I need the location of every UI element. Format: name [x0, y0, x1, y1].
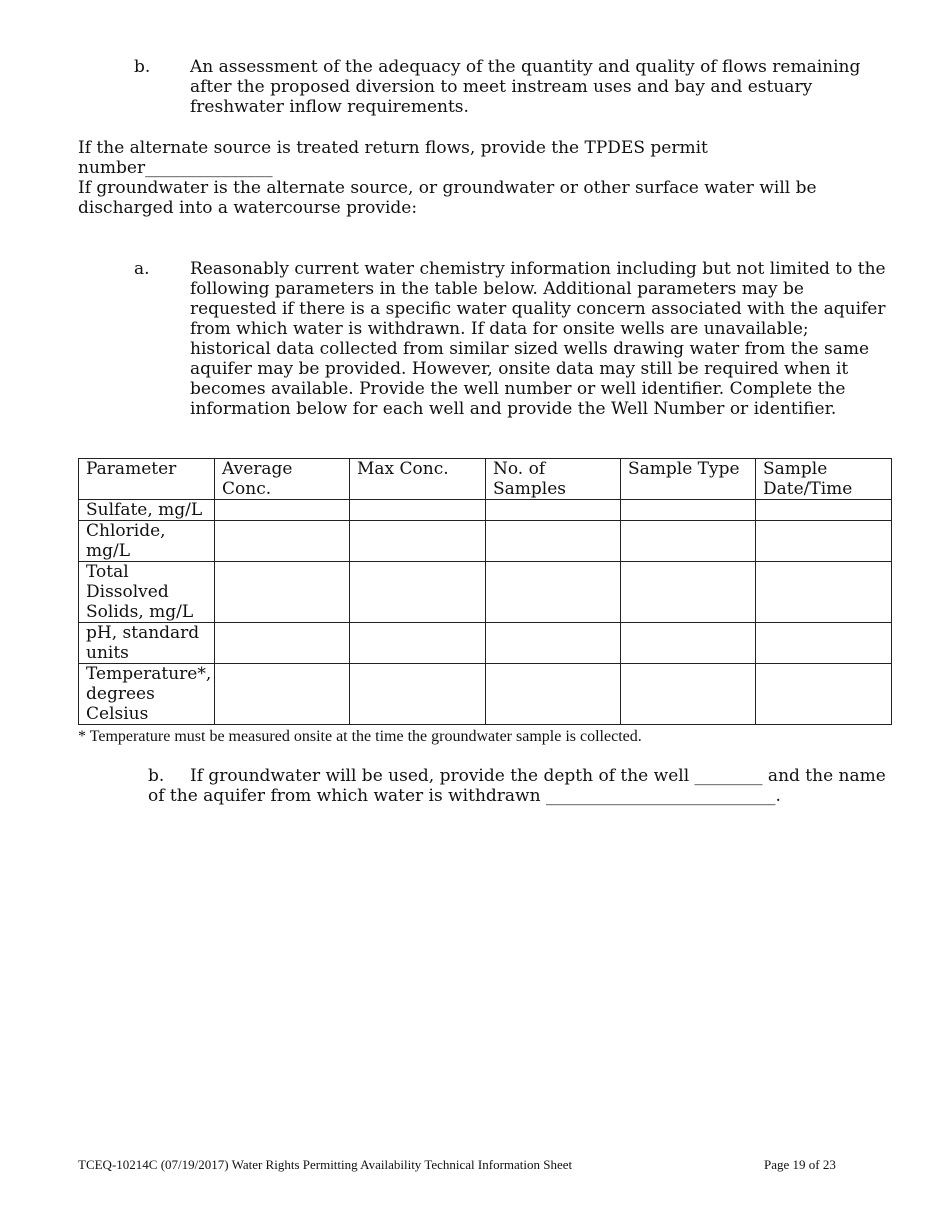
parameter-cell: pH, standard units — [79, 623, 215, 664]
header-max-conc: Max Conc. — [350, 459, 486, 500]
table-row — [79, 562, 892, 623]
sample-type-cell[interactable] — [621, 521, 756, 562]
table-row — [79, 521, 892, 562]
no-of-samples-cell[interactable] — [486, 562, 621, 623]
max-conc-cell[interactable] — [350, 664, 486, 725]
average-conc-cell[interactable] — [215, 623, 350, 664]
no-of-samples-cell[interactable] — [486, 521, 621, 562]
parameter-cell: Total Dissolved Solids, mg/L — [79, 562, 215, 623]
max-conc-cell[interactable] — [350, 623, 486, 664]
average-conc-cell[interactable] — [215, 562, 350, 623]
temperature-footnote: * Temperature must be measured onsite at the time the groundwater sample is collected. — [78, 728, 642, 745]
sample-type-cell[interactable] — [621, 664, 756, 725]
header-average-conc: Average Conc. — [215, 459, 350, 500]
average-conc-cell[interactable] — [215, 664, 350, 725]
sample-date-time-cell[interactable] — [756, 562, 892, 623]
max-conc-cell[interactable] — [350, 500, 486, 521]
sample-date-time-cell[interactable] — [756, 664, 892, 725]
no-of-samples-cell[interactable] — [486, 623, 621, 664]
average-conc-cell[interactable] — [215, 500, 350, 521]
table-row — [79, 500, 892, 521]
sample-date-time-cell[interactable] — [756, 623, 892, 664]
max-conc-cell[interactable] — [350, 521, 486, 562]
item-text: Reasonably current water chemistry information including but not limited to the following parameters in the table below. Additional parameters may be requested if there is a specific water quality concern associated with the aquifer from which water is withdrawn. If data for onsite wells are unavailable; historical data collected from similar sized wells drawing water from the same aquifer may be provided. However, onsite data may still be required when it becomes available. Provide the well number or well identifier. Complete the information below for each well and provide the Well Number or identifier. — [190, 259, 886, 419]
table-row — [79, 664, 892, 725]
tpdes-paragraph: If the alternate source is treated return flows, provide the TPDES permit number_______________ — [78, 138, 708, 178]
item-text: If groundwater will be used, provide the depth of the well ________ and the name of the aquifer from which water is withdrawn ___________________________. — [148, 766, 886, 806]
table-row — [79, 623, 892, 664]
header-no-of-samples: No. of Samples — [486, 459, 621, 500]
no-of-samples-cell[interactable] — [486, 500, 621, 521]
item-a-water-chemistry — [134, 259, 894, 419]
sample-type-cell[interactable] — [621, 500, 756, 521]
max-conc-cell[interactable] — [350, 562, 486, 623]
sample-type-cell[interactable] — [621, 623, 756, 664]
item-marker: b. — [134, 57, 151, 77]
item-marker: a. — [134, 259, 150, 279]
footer-form-info: TCEQ-10214C (07/19/2017) Water Rights Permitting Availability Technical Information Sheet — [78, 1157, 573, 1172]
sample-date-time-cell[interactable] — [756, 500, 892, 521]
footer-page-number: Page 19 of 23 — [764, 1157, 836, 1172]
item-marker: b. — [148, 766, 165, 786]
parameter-cell: Chloride, mg/L — [79, 521, 215, 562]
parameter-cell: Temperature*, degrees Celsius — [79, 664, 215, 725]
header-parameter: Parameter — [79, 459, 215, 500]
item-b-groundwater-depth — [148, 766, 888, 806]
header-sample-type: Sample Type — [621, 459, 756, 500]
water-chemistry-table — [78, 458, 892, 725]
no-of-samples-cell[interactable] — [486, 664, 621, 725]
table-header-row — [79, 459, 892, 500]
item-text: An assessment of the adequacy of the quantity and quality of flows remaining after the proposed diversion to meet instream uses and bay and estuary freshwater inflow requirements. — [190, 57, 861, 117]
average-conc-cell[interactable] — [215, 521, 350, 562]
header-sample-date-time: Sample Date/Time — [756, 459, 892, 500]
parameter-cell: Sulfate, mg/L — [79, 500, 215, 521]
sample-date-time-cell[interactable] — [756, 521, 892, 562]
groundwater-paragraph: If groundwater is the alternate source, or groundwater or other surface water will be discharged into a watercourse provide: — [78, 178, 817, 218]
item-b-adequacy — [134, 57, 894, 117]
sample-type-cell[interactable] — [621, 562, 756, 623]
